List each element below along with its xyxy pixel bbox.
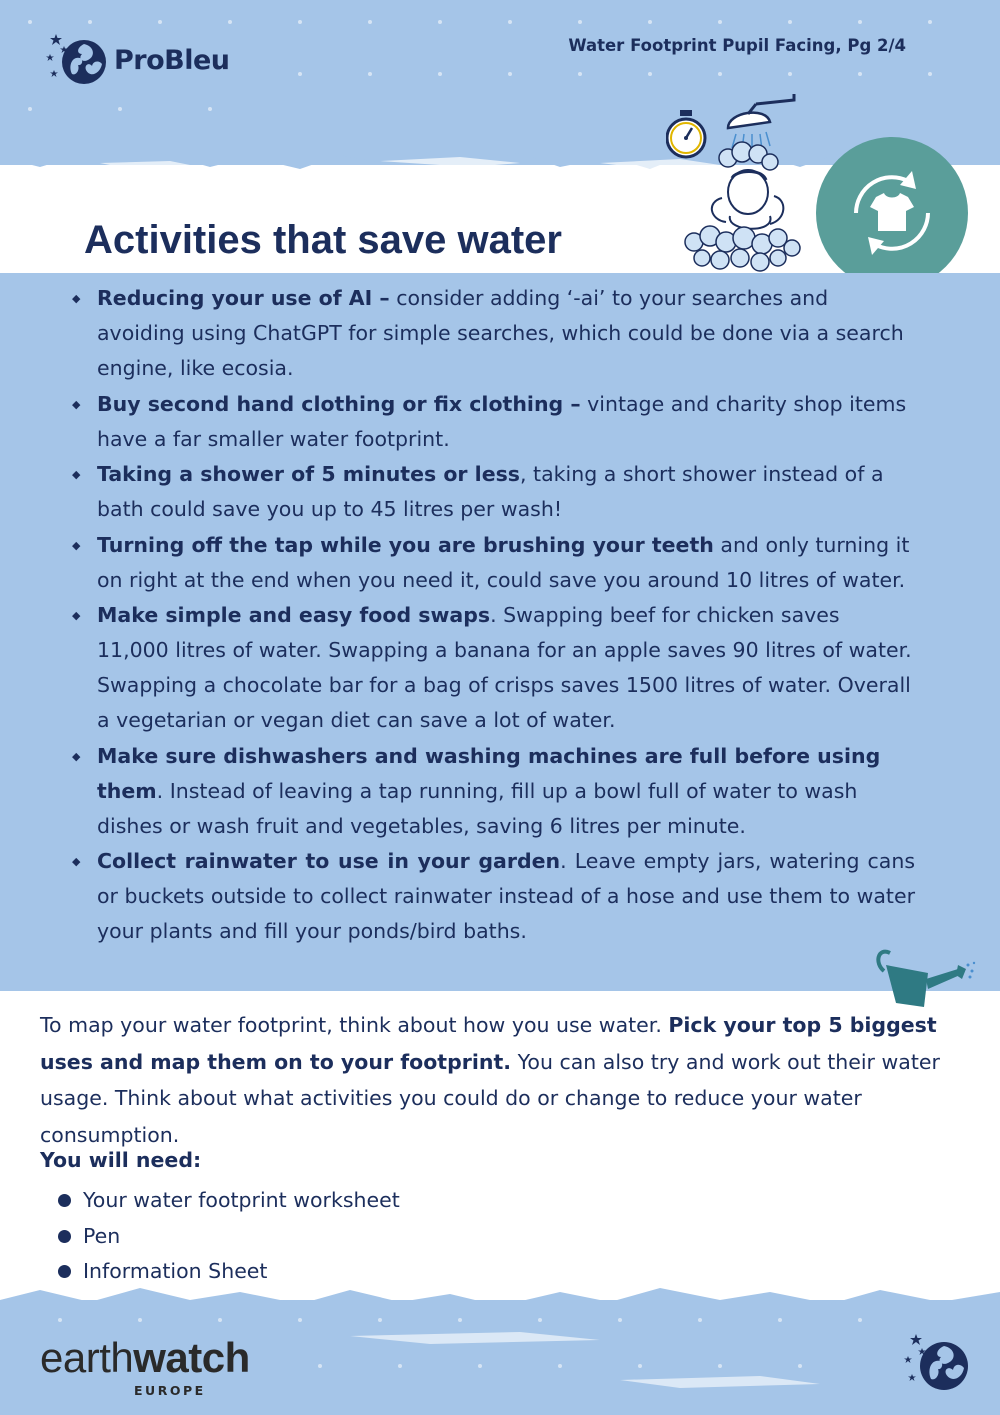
list-item: ◆ Taking a shower of 5 minutes or less, taking a short shower instead of a bath could save you up to 45 litres per wash!: [70, 457, 915, 527]
diamond-bullet-icon: ◆: [72, 292, 81, 305]
earthwatch-sub: EUROPE: [134, 1383, 206, 1398]
diamond-bullet-icon: ◆: [72, 749, 81, 763]
shower-head-icon: [728, 94, 794, 150]
diamond-bullet-icon: ◆: [72, 538, 81, 552]
page-title: Activities that save water: [84, 218, 562, 262]
list-item: Your water footprint worksheet: [58, 1183, 400, 1219]
earthwatch-logo: [40, 1334, 250, 1398]
bullet-dot-icon: [58, 1265, 71, 1278]
bullet-dot-icon: [58, 1194, 71, 1207]
bullet-dot-icon: [58, 1230, 71, 1243]
list-item: ◆ Make simple and easy food swaps. Swapping beef for chicken saves 11,000 litres of water. Swapping a banana for an apple saves 90 litres of water. Swapping a chocolate bar for a bag of crisps saves 1500 litres of water. Overall a vegetarian or vegan diet can save a lot of water.: [70, 598, 915, 738]
need-heading: You will need:: [40, 1148, 202, 1172]
intro-paragraph: To map your water footprint, think about how you use water. Pick your top 5 biggest uses and map them on to your footprint. You can also try and work out their water usage. Think about what activities you could do or change to reduce your water consumption.: [40, 1013, 940, 1147]
probleu-logo: [44, 30, 230, 90]
stopwatch-icon: [667, 110, 705, 157]
list-item: ◆ Make sure dishwashers and washing machines are full before using them. Instead of leaving a tap running, fill up a bowl full of water to wash dishes or wash fruit and vegetables, saving 6 litres per minute.: [70, 739, 915, 844]
materials-list: [58, 1183, 400, 1290]
list-item: Information Sheet: [58, 1254, 400, 1290]
list-item: ◆ Buy second hand clothing or fix clothing – vintage and charity shop items have a far smaller water footprint.: [70, 387, 915, 457]
list-item: Pen: [58, 1219, 400, 1255]
watering-can-icon: [874, 945, 978, 1015]
diamond-bullet-icon: ◆: [72, 609, 81, 622]
page-label: Water Footprint Pupil Facing, Pg 2/4: [568, 36, 906, 55]
activity-list: [70, 281, 915, 950]
recycle-clothing-icon: [816, 137, 968, 289]
diamond-bullet-icon: ◆: [72, 468, 81, 481]
child-washing-hair-icon: [685, 142, 800, 271]
list-item: ◆ Reducing your use of AI – consider adding ‘-ai’ to your searches and avoiding using ChatGPT for simple searches, which could be done via a search engine, like ecosia.: [70, 281, 915, 386]
probleu-logo-icon: [44, 30, 110, 90]
diamond-bullet-icon: ◆: [72, 397, 81, 411]
earthwatch-wordmark: earthwatch: [40, 1334, 250, 1381]
shower-illustration: [666, 92, 816, 272]
list-item: ◆ Turning off the tap while you are brushing your teeth and only turning it on right at the end when you need it, could save you around 10 litres of water.: [70, 528, 915, 598]
probleu-mark-icon: [900, 1330, 972, 1394]
brand-name: ProBleu: [114, 44, 230, 76]
diamond-bullet-icon: ◆: [72, 855, 81, 868]
list-item: ◆ Collect rainwater to use in your garden. Leave empty jars, watering cans or buckets outside to collect rainwater instead of a hose and use them to water your plants and fill your ponds/bird baths.: [70, 844, 915, 949]
